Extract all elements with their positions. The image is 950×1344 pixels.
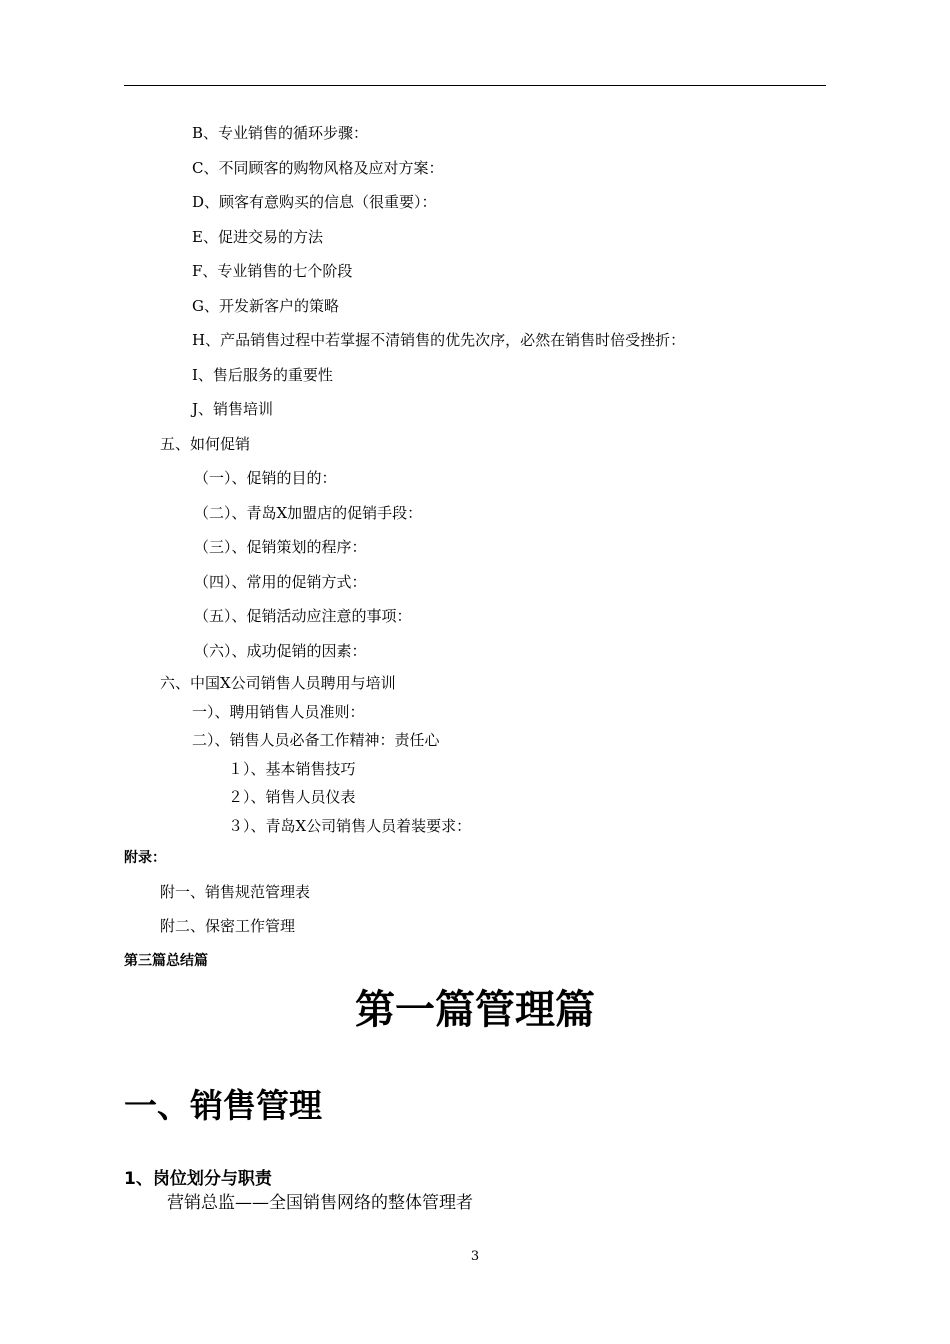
chapter-title: 一、销售管理 xyxy=(124,1086,322,1125)
section-5-item-2: （二）、青岛X加盟店的促销手段： xyxy=(194,504,423,522)
section-6-item-1: 一）、聘用销售人员准则： xyxy=(192,703,365,721)
outline-item-j: J、销售培训 xyxy=(192,400,274,418)
section-6-heading: 六、中国X公司销售人员聘用与培训 xyxy=(160,674,396,692)
page-number: 3 xyxy=(470,1249,480,1264)
section-6-subitem-3: ３）、青岛X公司销售人员着装要求： xyxy=(228,817,472,835)
outline-item-i: I、售后服务的重要性 xyxy=(192,366,333,384)
appendix-item-1: 附一、销售规范管理表 xyxy=(160,883,311,901)
section-5-item-1: （一）、促销的目的： xyxy=(194,469,337,487)
part-3-heading: 第三篇总结篇 xyxy=(124,953,208,969)
section-5-item-6: （六）、成功促销的因素： xyxy=(194,642,367,660)
section-5-item-3: （三）、促销策划的程序： xyxy=(194,538,367,556)
section-5-heading: 五、如何促销 xyxy=(160,435,251,453)
outline-item-e: E、促进交易的方法 xyxy=(192,228,323,246)
outline-item-c: C、不同顾客的购物风格及应对方案： xyxy=(192,159,444,177)
appendix-heading: 附录： xyxy=(124,850,166,866)
section-title: 1、岗位划分与职责 xyxy=(124,1169,272,1189)
outline-item-h: H、产品销售过程中若掌握不清销售的优先次序，必然在销售时倍受挫折： xyxy=(192,331,686,349)
outline-item-d: D、顾客有意购买的信息（很重要）： xyxy=(192,193,437,211)
section-6-subitem-2: ２）、销售人员仪表 xyxy=(228,788,356,806)
appendix-item-2: 附二、保密工作管理 xyxy=(160,917,296,935)
section-6-item-2: 二）、销售人员必备工作精神：责任心 xyxy=(192,731,440,749)
outline-item-f: F、专业销售的七个阶段 xyxy=(192,262,353,280)
section-5-item-4: （四）、常用的促销方式： xyxy=(194,573,367,591)
outline-item-b: B、专业销售的循环步骤： xyxy=(192,124,369,142)
part-title: 第一篇管理篇 xyxy=(355,987,595,1033)
header-rule xyxy=(124,85,826,86)
section-5-item-5: （五）、促销活动应注意的事项： xyxy=(194,607,412,625)
body-paragraph: 营销总监——全国销售网络的整体管理者 xyxy=(167,1193,473,1213)
outline-item-g: G、开发新客户的策略 xyxy=(192,297,339,315)
section-6-subitem-1: １）、基本销售技巧 xyxy=(228,760,356,778)
